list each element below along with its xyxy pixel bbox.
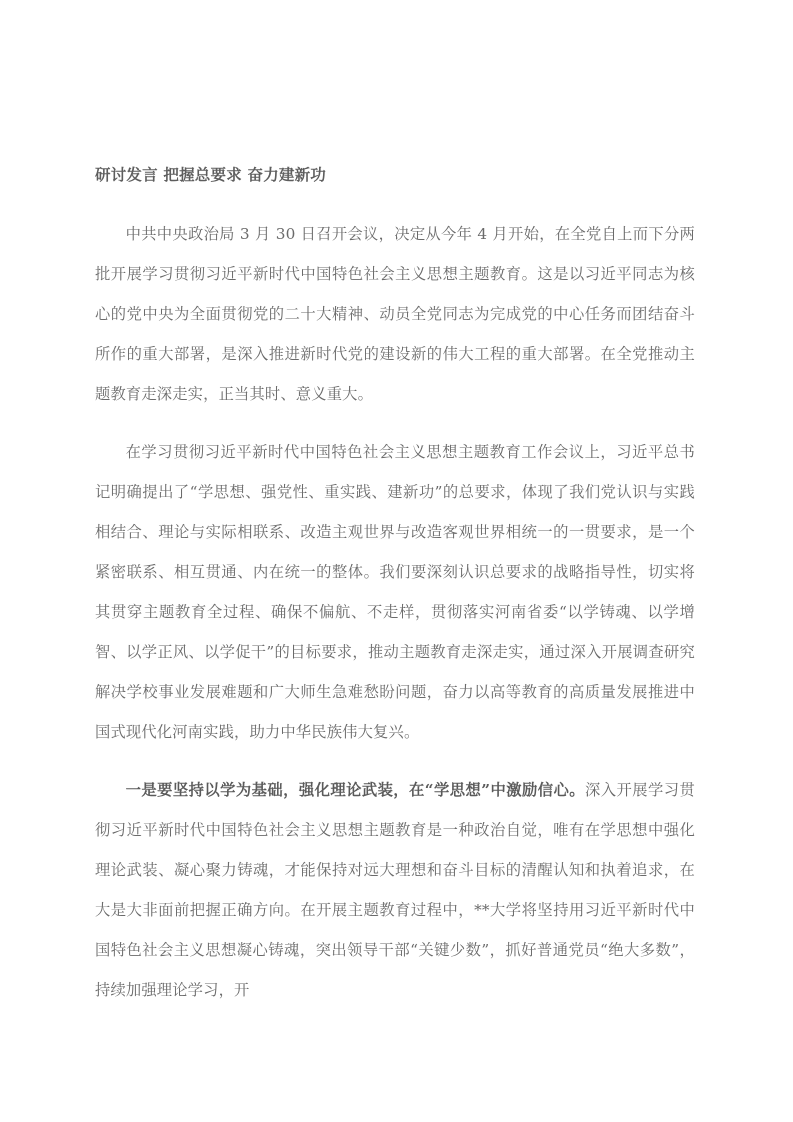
paragraph-3-lead: 一是要坚持以学为基础，强化理论武装，在“学思想”中激励信心。 [125,781,586,800]
page-title: 研讨发言 把握总要求 奋力建新功 [95,165,326,184]
paragraph-3 [95,770,695,1010]
document-body [95,163,695,1010]
paragraph-1: 中共中央政治局 3 月 30 日召开会议，决定从今年 4 月开始，在全党自上而下分两批开展学习贯彻习近平新时代中国特色社会主义思想主题教育。这是以习近平同志为核心的党中央为全面贯彻党的二十大精神、动员全党同志为完成党的中心任务而团结奋斗所作的重大部署，是深入推进新时代党的建设新的伟大工程的重大部署。在全党推动主题教育走深走实，正当其时、意义重大。 [95,225,695,404]
paragraph-3-body: 深入开展学习贯彻习近平新时代中国特色社会主义思想主题教育是一种政治自觉，唯有在学思想中强化理论武装、凝心聚力铸魂，才能保持对远大理想和奋斗目标的清醒认知和执着追求，在大是大非面前把握正确方向。在开展主题教育过程中，**大学将坚持用习近平新时代中国特色社会主义思想凝心铸魂，突出领导干部“关键少数”，抓好普通党员“绝大多数”，持续加强理论学习，开 [95,781,695,1000]
paragraph-2: 在学习贯彻习近平新时代中国特色社会主义思想主题教育工作会议上，习近平总书记明确提出了“学思想、强党性、重实践、建新功”的总要求，体现了我们党认识与实践相结合、理论与实际相联系、改造主观世界与改造客观世界相统一的一贯要求，是一个紧密联系、相互贯通、内在统一的整体。我们要深刻认识总要求的战略指导性，切实将其贯穿主题教育全过程、确保不偏航、不走样，贯彻落实河南省委“以学铸魂、以学增智、以学正风、以学促干”的目标要求，推动主题教育走深走实，通过深入开展调查研究解决学校事业发展难题和广大师生急难愁盼问题，奋力以高等教育的高质量发展推进中国式现代化河南实践，助力中华民族伟大复兴。 [95,443,695,742]
